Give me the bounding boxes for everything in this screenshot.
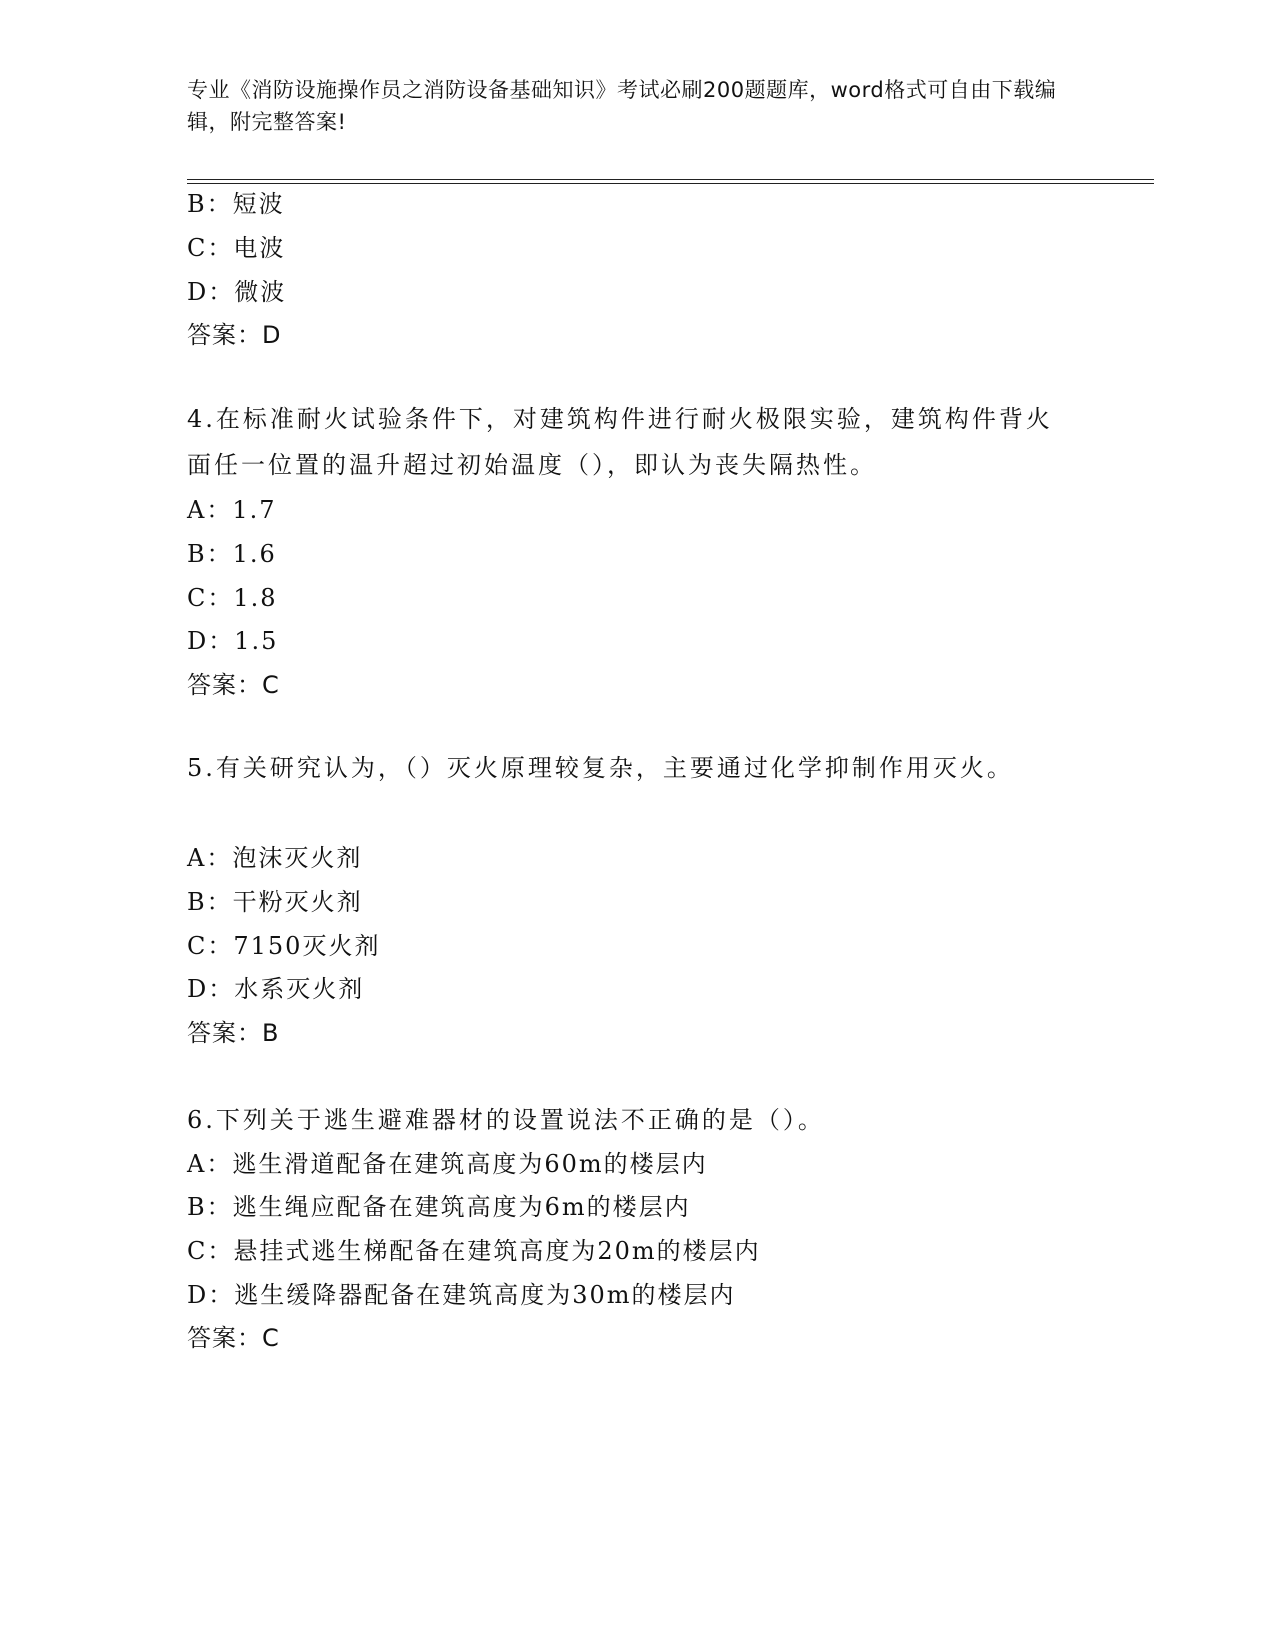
q6-stem: 6.下列关于逃生避难器材的设置说法不正确的是（）。 xyxy=(187,1106,825,1134)
q5-option-d: D：水系灭火剂 xyxy=(187,975,365,1003)
q4-stem: 4.在标准耐火试验条件下，对建筑构件进行耐火极限实验，建筑构件背火面任一位置的温升超过初始温度（），即认为丧失隔热性。 xyxy=(187,405,1053,479)
q4-answer: 答案：C xyxy=(187,671,280,699)
q6-option-d: D：逃生缓降器配备在建筑高度为30m的楼层内 xyxy=(187,1281,736,1309)
q4-option-a: A：1.7 xyxy=(187,496,277,524)
q3-option-b: B：短波 xyxy=(187,190,285,218)
q5-stem: 5.有关研究认为，（）灭火原理较复杂，主要通过化学抑制作用灭火。 xyxy=(187,754,1014,782)
q4-option-b: B：1.6 xyxy=(187,540,277,568)
q4-option-c: C：1.8 xyxy=(187,584,278,612)
page-header: 专业《消防设施操作员之消防设备基础知识》考试必刷200题题库，word格式可自由下载编辑，附完整答案! xyxy=(187,78,1057,134)
q5-option-b: B：干粉灭火剂 xyxy=(187,888,363,916)
q6-answer: 答案：C xyxy=(187,1324,280,1352)
q3-option-c: C：电波 xyxy=(187,234,286,262)
header-divider-bottom xyxy=(187,183,1154,184)
q4-option-d: D：1.5 xyxy=(187,627,279,655)
q3-option-d: D：微波 xyxy=(187,278,287,306)
q6-option-a: A：逃生滑道配备在建筑高度为60m的楼层内 xyxy=(187,1150,708,1178)
q6-option-b: B：逃生绳应配备在建筑高度为6m的楼层内 xyxy=(187,1193,691,1221)
q5-option-c: C：7150灭火剂 xyxy=(187,932,381,960)
q6-option-c: C：悬挂式逃生梯配备在建筑高度为20m的楼层内 xyxy=(187,1237,761,1265)
q5-answer: 答案：B xyxy=(187,1019,280,1047)
q3-answer: 答案：D xyxy=(187,321,282,349)
q5-option-a: A：泡沫灭火剂 xyxy=(187,844,363,872)
header-divider-top xyxy=(187,179,1154,180)
